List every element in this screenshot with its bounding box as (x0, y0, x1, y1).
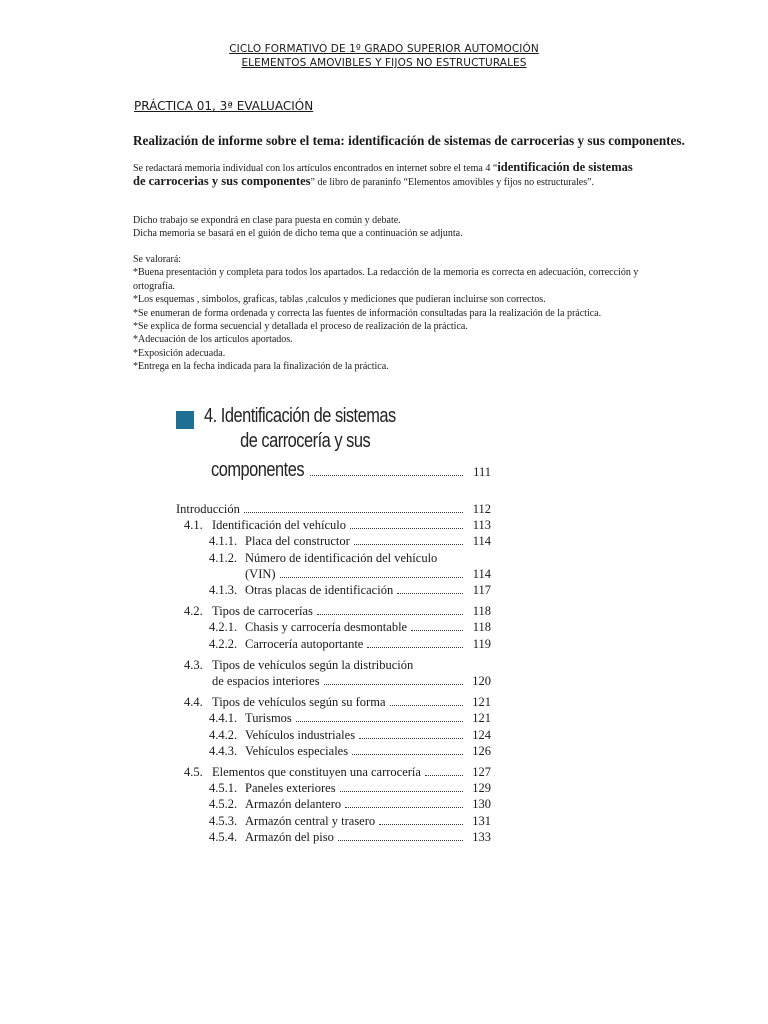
toc-entry (176, 657, 491, 673)
toc-entry-number: 4.5.2. (209, 797, 238, 812)
toc-entry-label (209, 727, 355, 743)
toc-entry-page: 129 (472, 781, 491, 796)
toc-entry-page: 131 (472, 813, 491, 828)
toc-entry-label (209, 796, 341, 812)
document-header (0, 42, 768, 70)
toc-entry-label (209, 780, 336, 796)
leader-dots (390, 705, 464, 706)
toc-entry-page: 127 (472, 765, 491, 780)
toc-entry (176, 603, 491, 619)
leader-dots (350, 528, 463, 529)
toc-entry-number: 4.4. (184, 695, 203, 710)
toc-entry-title: Introducción (176, 502, 240, 516)
toc-entry-page: 117 (472, 583, 491, 598)
toc-entry (176, 619, 491, 635)
toc-entry (176, 636, 491, 652)
chapter-heading (176, 404, 491, 496)
leader-dots (280, 577, 463, 578)
toc-entry-label (184, 657, 413, 673)
presentation-paragraph (133, 214, 643, 241)
toc-entry-title: Armazón del piso (245, 829, 334, 844)
toc-entry-label (209, 619, 407, 635)
criteria-list (133, 253, 643, 374)
toc-entry-title: Tipos de vehículos según la distribución (212, 657, 414, 672)
toc-entry-title: Carrocería autoportante (245, 636, 364, 651)
toc-entry-page: 118 (472, 620, 491, 635)
toc-entry-title: Tipos de carrocerías (212, 604, 313, 619)
toc-entry-number: 4.4.3. (209, 743, 238, 758)
leader-dots (244, 512, 463, 513)
toc-entry (176, 764, 491, 780)
toc-entry-page: 121 (472, 711, 491, 726)
toc-entry-title: de espacios interiores (212, 674, 320, 689)
toc-entry-title: Placa del constructor (245, 534, 350, 549)
toc-entry-label (209, 710, 292, 726)
toc-entry-page: 120 (472, 674, 491, 689)
toc-entry-label (209, 813, 375, 829)
toc-entry-label (209, 636, 363, 652)
leader-dots (296, 721, 463, 722)
toc-entry-page: 119 (472, 636, 491, 651)
leader-dots (354, 544, 463, 545)
toc-entry-number: 4.1.2. (209, 550, 238, 565)
leader-dots (352, 754, 463, 755)
toc-entry-label (176, 501, 240, 517)
presentation-line-2: Dicha memoria se basará en el guión de dicho tema que a continuación se adjunta. (133, 228, 463, 240)
toc-entry-title: (VIN) (245, 566, 276, 581)
leader-dots (379, 824, 463, 825)
intro-paragraph (133, 161, 643, 190)
chapter-title-line-3 (211, 459, 491, 484)
intro-bold-text: identificación de sistemas de carrocerias y sus componentes (133, 160, 633, 189)
criteria-item: *Entrega en la fecha indicada para la finalización de la práctica. (133, 361, 389, 373)
toc-entry-page: 133 (472, 829, 491, 844)
toc-entry-page: 113 (472, 518, 491, 533)
toc-entry-number: 4.5.4. (209, 829, 238, 844)
chapter-title-line-1: 4. Identificación de sistemas (204, 405, 396, 427)
leader-dots (345, 807, 463, 808)
toc-entry-number: 4.2.2. (209, 636, 238, 651)
toc-entry-title: Vehículos especiales (245, 743, 349, 758)
toc-entry (176, 694, 491, 710)
toc-entry-label (209, 566, 276, 582)
toc-entry-label (184, 673, 320, 689)
toc-entry-number: 4.3. (184, 657, 203, 672)
toc-entry-page: 118 (472, 604, 491, 619)
leader-dots (340, 791, 463, 792)
header-line-1: CICLO FORMATIVO DE 1º GRADO SUPERIOR AUTOMOCIÓN (229, 43, 539, 55)
presentation-line-1: Dicho trabajo se expondrá en clase para puesta en común y debate. (133, 215, 401, 226)
toc-entry-number: 4.5. (184, 765, 203, 780)
toc-entry (176, 550, 491, 566)
toc-entry-title: Turismos (245, 711, 292, 726)
criteria-item: *Adecuación de los artículos aportados. (133, 334, 293, 346)
toc-entry-number: 4.4.2. (209, 727, 238, 742)
criteria-title: Se valorará: (133, 254, 182, 265)
toc-entry (176, 533, 491, 549)
toc-entry (176, 501, 491, 517)
practica-title: PRÁCTICA 01, 3ª EVALUACIÓN (134, 99, 314, 113)
toc-entry (176, 829, 491, 845)
leader-dots (367, 647, 463, 648)
toc-entry-title: Chasis y carrocería desmontable (245, 620, 408, 635)
toc-entry-page: 130 (472, 797, 491, 812)
table-of-contents (176, 404, 491, 845)
toc-entry-title: Otras placas de identificación (245, 583, 394, 598)
toc-entry-number: 4.1. (184, 518, 203, 533)
criteria-item: *Se explica de forma secuencial y detallada el proceso de realización de la práctica. (133, 321, 468, 333)
toc-entry (176, 582, 491, 598)
toc-entry-number: 4.5.1. (209, 781, 238, 796)
chapter-title-line-2: de carrocería y sus (240, 430, 371, 452)
toc-entry-number: 4.1.1. (209, 534, 238, 549)
toc-entry (176, 517, 491, 533)
criteria-item: *Se enumeran de forma ordenada y correcta las fuentes de información consultadas para la realización de la práctica. (133, 307, 602, 319)
header-line-2: ELEMENTOS AMOVIBLES Y FIJOS NO ESTRUCTURALES (241, 57, 527, 69)
toc-entry (176, 566, 491, 582)
criteria-item: *Buena presentación y completa para todos los apartados. La redacción de la memoria es correcta en adecuación, corrección y ortografía. (133, 267, 639, 292)
toc-entry-label (209, 829, 334, 845)
criteria-item: *Los esquemas , simbolos, graficas, tablas ,calculos y mediciones que pudieran incluirse son correctos. (133, 294, 546, 306)
toc-entry-title: Vehículos industriales (245, 727, 356, 742)
toc-entry (176, 710, 491, 726)
toc-entry-page: 112 (472, 502, 491, 516)
toc-entry-title: Número de identificación del vehículo (245, 550, 438, 565)
toc-entry-number: 4.5.3. (209, 813, 238, 828)
intro-text-1: Se redactará memoria individual con los artículos encontrados en internet sobre el tema 4 “ (133, 163, 498, 174)
toc-entry (176, 813, 491, 829)
toc-entries (176, 501, 491, 845)
toc-entry-label (184, 764, 421, 780)
chapter-title (204, 404, 396, 454)
criteria-item: *Exposición adecuada. (133, 347, 226, 359)
toc-entry-label (184, 694, 386, 710)
intro-text-2: ” de libro de paraninfo “Elementos amovibles y fijos no estructurales”. (310, 177, 595, 189)
leader-dots (397, 593, 463, 594)
chapter-square-icon (176, 411, 194, 429)
leader-dots (338, 840, 463, 841)
toc-entry-number: 4.2. (184, 604, 203, 619)
toc-entry-title: Paneles exteriores (245, 781, 336, 796)
toc-entry-label (209, 743, 348, 759)
toc-entry-title: Armazón delantero (245, 797, 342, 812)
leader-dots (359, 738, 463, 739)
toc-entry-label (184, 603, 313, 619)
chapter-title-last: componentes (211, 459, 305, 481)
toc-entry-title: Identificación del vehículo (212, 518, 346, 533)
toc-entry-label (209, 582, 393, 598)
toc-entry-page: 126 (472, 743, 491, 758)
toc-entry (176, 743, 491, 759)
toc-entry-page: 124 (472, 727, 491, 742)
leader-dots (411, 630, 463, 631)
leader-dots (324, 684, 463, 685)
leader-dots (317, 614, 463, 615)
toc-entry-title: Tipos de vehículos según su forma (212, 695, 386, 710)
toc-entry-page: 114 (472, 534, 491, 549)
toc-entry-title: Armazón central y trasero (245, 813, 376, 828)
toc-entry-number: 4.1.3. (209, 583, 238, 598)
toc-entry-title: Elementos que constituyen una carrocería (212, 765, 421, 780)
toc-entry-label (209, 550, 437, 566)
toc-entry-page: 114 (472, 566, 491, 581)
toc-entry (176, 727, 491, 743)
toc-entry (176, 796, 491, 812)
toc-entry (176, 673, 491, 689)
toc-entry-page: 121 (472, 695, 491, 710)
toc-entry-number: 4.4.1. (209, 711, 238, 726)
leader-dots (425, 775, 463, 776)
toc-entry-label (184, 517, 346, 533)
toc-entry (176, 780, 491, 796)
leader-dots (310, 475, 463, 476)
toc-entry-number: 4.2.1. (209, 620, 238, 635)
chapter-page: 111 (473, 465, 491, 479)
report-topic: Realización de informe sobre el tema: identificación de sistemas de carrocerias y sus componentes. (133, 133, 685, 148)
toc-entry-label (209, 533, 350, 549)
